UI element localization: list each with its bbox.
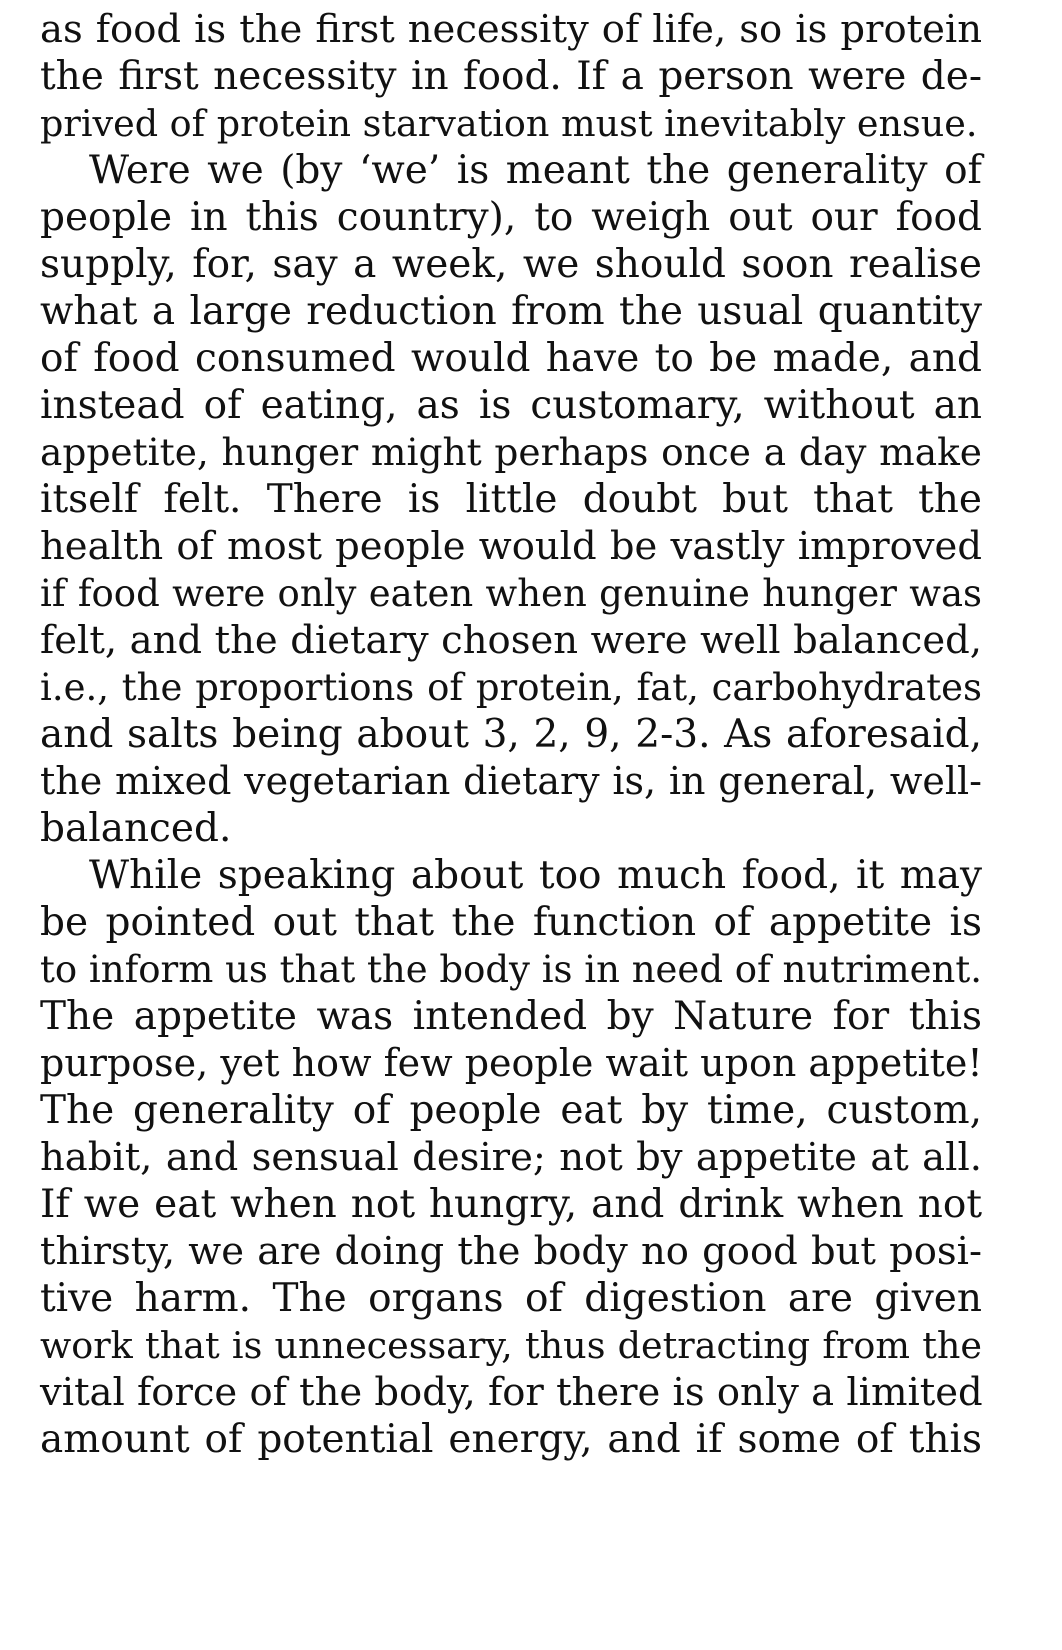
text-line: supply, for, say a week, we should soon realise (40, 242, 982, 287)
text-line: thirsty, we are doing the body no good but posi- (40, 1229, 982, 1274)
text-line: i.e., the proportions of protein, fat, carbohydrates (40, 666, 982, 709)
text-line: While speaking about too much food, it may (89, 853, 982, 898)
text-line: balanced. (40, 806, 232, 851)
text-line: if food were only eaten when genuine hunger was (40, 572, 982, 615)
text-line: and salts being about 3, 2, 9, 2-3. As aforesaid, (40, 712, 982, 757)
text-line: the mixed vegetarian dietary is, in general, well- (40, 759, 982, 803)
paragraph-2 (40, 147, 982, 852)
text-line: amount of potential energy, and if some of this (40, 1417, 982, 1462)
paragraph-1 (40, 6, 982, 147)
text-line: as food is the first necessity of life, so is protein (40, 7, 982, 52)
page-text (40, 6, 982, 1463)
text-line: what a large reduction from the usual quantity (40, 289, 982, 334)
text-line: habit, and sensual desire; not by appetite at all. (40, 1135, 982, 1180)
text-line: Were we (by ‘we’ is meant the generality of (89, 148, 982, 193)
text-line: work that is unnecessary, thus detracting from the (40, 1324, 982, 1367)
text-line: itself felt. There is little doubt but that the (40, 477, 982, 522)
text-line: people in this country), to weigh out our food (40, 195, 982, 240)
text-line: If we eat when not hungry, and drink when not (40, 1182, 982, 1227)
text-line: The appetite was intended by Nature for this (40, 994, 982, 1039)
text-line: felt, and the dietary chosen were well balanced, (40, 618, 982, 663)
text-line: purpose, yet how few people wait upon appetite! (40, 1041, 983, 1085)
text-line: tive harm. The organs of digestion are given (40, 1276, 982, 1321)
text-line: vital force of the body, for there is only a limited (40, 1370, 983, 1415)
text-line: of food consumed would have to be made, and (40, 336, 982, 381)
text-line: The generality of people eat by time, custom, (40, 1088, 982, 1133)
paragraph-3 (40, 852, 982, 1463)
text-line: to inform us that the body is in need of nutriment. (40, 948, 983, 991)
text-line: be pointed out that the function of appetite is (40, 900, 982, 945)
text-line: appetite, hunger might perhaps once a day make (40, 430, 982, 474)
text-line: prived of protein starvation must inevitably ensue. (40, 102, 978, 145)
text-line: the first necessity in food. If a person were de- (40, 54, 982, 99)
text-line: health of most people would be vastly improved (40, 524, 982, 569)
text-line: instead of eating, as is customary, without an (40, 383, 982, 428)
